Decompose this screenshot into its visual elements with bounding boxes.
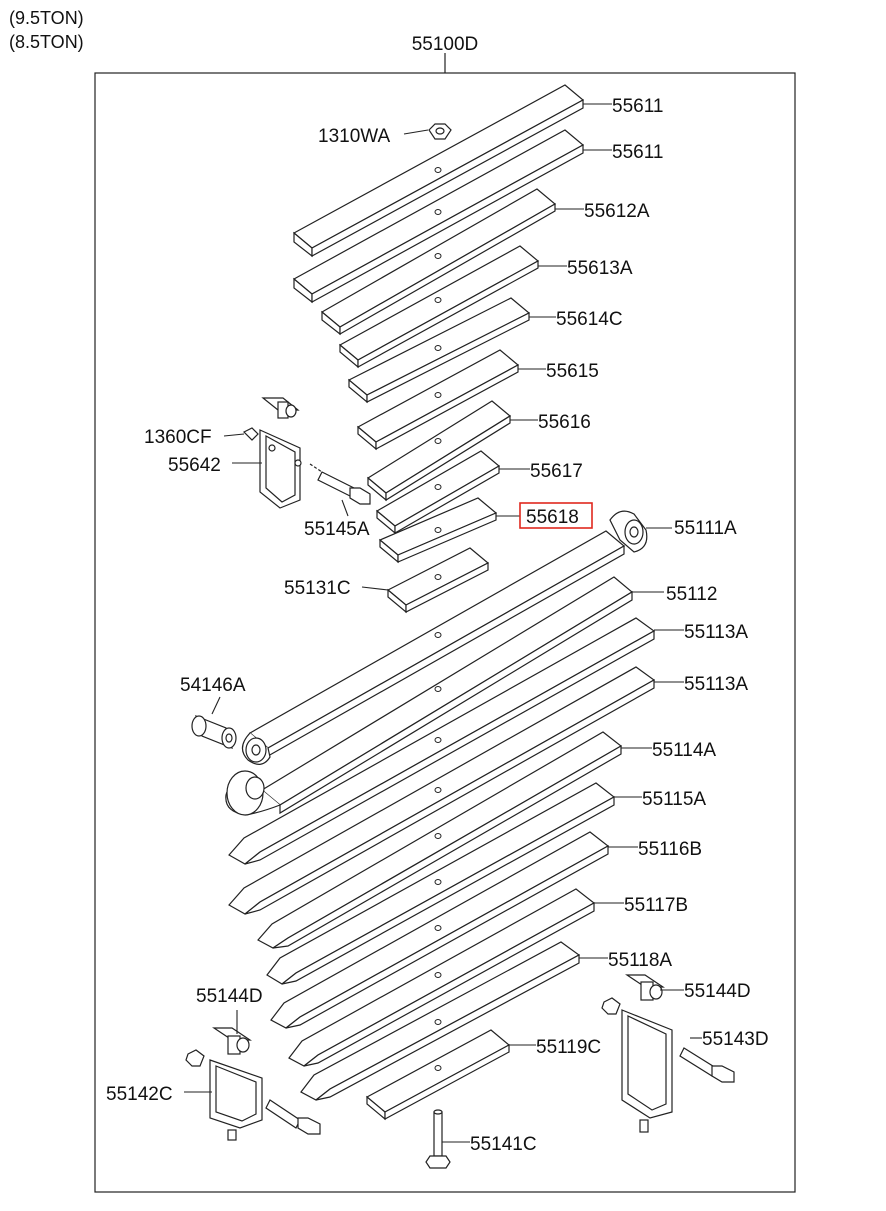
part-label-1310wa[interactable]: 1310WA (318, 126, 391, 147)
part-label-55117b[interactable]: 55117B (624, 895, 689, 916)
part-label-55611-a[interactable]: 55611 (612, 96, 664, 117)
part-label-55116b[interactable]: 55116B (638, 839, 703, 860)
assembly-part-number[interactable]: 55100D (411, 34, 479, 55)
bolt-55145a[interactable] (310, 464, 370, 504)
part-label-55111a[interactable]: 55111A (674, 518, 737, 539)
part-label-55131c[interactable]: 55131C (284, 578, 351, 599)
part-label-55119c[interactable]: 55119C (536, 1037, 602, 1058)
part-label-55115a[interactable]: 55115A (642, 789, 707, 810)
part-label-1360cf[interactable]: 1360CF (144, 427, 212, 448)
nut-1310wa[interactable] (429, 124, 451, 139)
part-label-55143d[interactable]: 55143D (702, 1029, 769, 1050)
variant-label-8-5-ton: (8.5TON) (9, 32, 84, 52)
part-label-55145a[interactable]: 55145A (304, 519, 370, 540)
part-label-54146a[interactable]: 54146A (180, 675, 246, 696)
part-label-55612a[interactable]: 55612A (584, 201, 650, 222)
part-label-55642[interactable]: 55642 (168, 455, 221, 476)
main-leaf-pack (226, 511, 654, 1119)
part-label-55113a-a[interactable]: 55113A (684, 622, 749, 643)
part-label-55617[interactable]: 55617 (530, 461, 583, 482)
part-label-55616[interactable]: 55616 (538, 412, 591, 433)
part-label-55613a[interactable]: 55613A (567, 258, 633, 279)
part-label-55118a[interactable]: 55118A (608, 950, 673, 971)
part-label-55618[interactable]: 55618 (526, 507, 579, 528)
part-label-55142c[interactable]: 55142C (106, 1084, 173, 1105)
variant-label-9-5-ton: (9.5TON) (9, 8, 84, 28)
bracket-55642[interactable] (244, 398, 301, 508)
part-label-55611-b[interactable]: 55611 (612, 142, 664, 163)
bolt-55142c-side[interactable] (266, 1100, 320, 1134)
part-label-55141c[interactable]: 55141C (470, 1134, 537, 1155)
part-label-55144d-left[interactable]: 55144D (196, 986, 263, 1007)
part-label-55614c[interactable]: 55614C (556, 309, 623, 330)
center-bolt-55141c[interactable] (426, 1110, 450, 1168)
bushing-54146a[interactable] (192, 716, 236, 748)
part-label-55112[interactable]: 55112 (666, 584, 718, 605)
bolt-55143d-side[interactable] (680, 1048, 734, 1082)
part-label-55615[interactable]: 55615 (546, 361, 599, 382)
bracket-55143d[interactable] (602, 975, 672, 1132)
part-label-55144d-right[interactable]: 55144D (684, 981, 751, 1002)
part-label-55114a[interactable]: 55114A (652, 740, 717, 761)
bracket-55142c[interactable] (186, 1028, 262, 1140)
part-label-55113a-b[interactable]: 55113A (684, 674, 749, 695)
